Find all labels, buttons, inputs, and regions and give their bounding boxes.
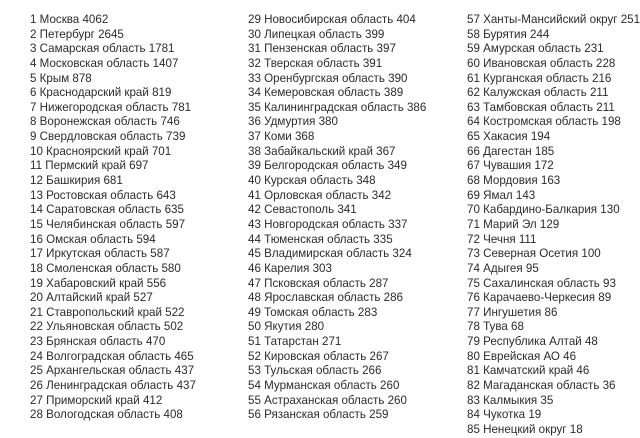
list-item: 16 Омская область 594 [30, 232, 156, 246]
list-item: 12 Башкирия 681 [30, 174, 123, 188]
list-item: 54 Мурманская область 260 [248, 379, 400, 393]
list-item: 32 Тверская область 391 [248, 56, 383, 70]
list-item: 14 Саратовская область 635 [30, 203, 184, 217]
list-item: 31 Пензенская область 397 [248, 42, 396, 56]
list-item: 43 Новгородская область 337 [248, 217, 408, 231]
list-item: 71 Марий Эл 129 [467, 217, 560, 231]
list-item: 4 Московская область 1407 [30, 56, 179, 70]
list-item: 60 Ивановская область 228 [467, 56, 616, 70]
list-item: 6 Краснодарский край 819 [30, 86, 172, 100]
list-item: 1 Москва 4062 [30, 13, 109, 26]
list-item: 10 Красноярский край 701 [30, 144, 172, 158]
list-item: 56 Рязанская область 259 [248, 408, 389, 422]
list-column-3 [467, 13, 639, 438]
list-item: 55 Астраханская область 260 [248, 393, 407, 407]
list-item: 42 Севастополь 341 [248, 203, 357, 217]
list-item: 70 Кабардино-Балкария 130 [467, 203, 620, 217]
list-item: 44 Тюменская область 335 [248, 232, 393, 246]
list-item: 7 Нижегородская область 781 [30, 100, 192, 114]
list-item: 62 Калужская область 211 [467, 86, 609, 100]
list-item: 48 Ярославская область 286 [248, 291, 403, 305]
list-item: 33 Оренбургская область 390 [248, 71, 408, 85]
list-item: 76 Карачаево-Черкесия 89 [467, 291, 612, 305]
list-item: 77 Ингушетия 86 [467, 305, 558, 319]
list-item: 15 Челябинская область 597 [30, 217, 186, 231]
list-item: 47 Псковская область 287 [248, 276, 389, 290]
list-item: 9 Свердловская область 739 [30, 130, 186, 144]
list-item: 58 Бурятия 244 [467, 27, 550, 41]
list-item: 40 Курская область 348 [248, 174, 376, 188]
list-item: 81 Камчатский край 46 [467, 364, 590, 378]
list-item: 50 Якутия 280 [248, 320, 325, 334]
list-item: 24 Волгоградская область 465 [30, 349, 194, 363]
list-item: 26 Ленинградская область 437 [30, 379, 196, 393]
list-item: 59 Амурская область 231 [467, 42, 604, 56]
list-item: 41 Орловская область 342 [248, 188, 392, 202]
list-item: 45 Владимирская область 324 [248, 247, 412, 261]
list-item: 80 Еврейская АО 46 [467, 349, 577, 363]
list-item: 63 Тамбовская область 211 [467, 100, 615, 114]
list-item: 53 Тульская область 266 [248, 364, 382, 378]
list-item: 68 Мордовия 163 [467, 174, 561, 188]
list-item: 38 Забайкальский край 367 [248, 144, 396, 158]
list-item: 85 Ненецкий округ 18 [467, 422, 583, 436]
list-item: 13 Ростовская область 643 [30, 188, 176, 202]
list-item: 18 Смоленская область 580 [30, 261, 181, 275]
list-item: 34 Кемеровская область 389 [248, 86, 404, 100]
list-item: 28 Вологодская область 408 [30, 408, 183, 422]
list-item: 51 Татарстан 271 [248, 335, 342, 349]
list-item: 27 Приморский край 412 [30, 393, 163, 407]
list-item: 8 Воронежская область 746 [30, 115, 180, 129]
list-item: 66 Дагестан 185 [467, 144, 555, 158]
list-item: 39 Белгородская область 349 [248, 159, 407, 173]
list-column-2 [248, 13, 463, 423]
list-item: 74 Адыгея 95 [467, 261, 539, 275]
list-column-1 [30, 13, 240, 423]
list-item: 11 Пермский край 697 [30, 159, 149, 173]
list-item: 82 Магаданская область 36 [467, 379, 616, 393]
list-item: 29 Новосибирская область 404 [248, 13, 416, 26]
list-item: 17 Иркутская область 587 [30, 247, 170, 261]
list-item: 20 Алтайский край 527 [30, 291, 153, 305]
list-item: 36 Удмуртия 380 [248, 115, 338, 129]
list-item: 46 Карелия 303 [248, 261, 332, 275]
list-item: 2 Петербург 2645 [30, 27, 124, 41]
list-item: 52 Кировская область 267 [248, 349, 389, 363]
list-item: 64 Костромская область 198 [467, 115, 621, 129]
list-item: 67 Чувашия 172 [467, 159, 554, 173]
list-item: 78 Тува 68 [467, 320, 524, 334]
list-item: 75 Сахалинская область 93 [467, 276, 616, 290]
list-item: 72 Чечня 111 [467, 232, 537, 246]
list-item: 83 Калмыкия 35 [467, 393, 554, 407]
list-item: 79 Республика Алтай 48 [467, 335, 598, 349]
list-item: 69 Ямал 143 [467, 188, 536, 202]
list-item: 25 Архангельская область 437 [30, 364, 195, 378]
list-item: 30 Липецкая область 399 [248, 27, 385, 41]
list-item: 23 Брянская область 470 [30, 335, 166, 349]
list-item: 3 Самарская область 1781 [30, 42, 175, 56]
list-item: 37 Коми 368 [248, 130, 315, 144]
list-item: 84 Чукотка 19 [467, 408, 542, 422]
list-item: 5 Крым 878 [30, 71, 92, 85]
list-item: 73 Северная Осетия 100 [467, 247, 601, 261]
list-item: 65 Хакасия 194 [467, 130, 551, 144]
list-item: 35 Калининградская область 386 [248, 100, 427, 114]
list-item: 49 Томская область 283 [248, 305, 378, 319]
list-item: 57 Ханты-Мансийский округ 251 [467, 13, 640, 26]
list-item: 61 Курганская область 216 [467, 71, 612, 85]
list-item: 19 Хабаровский край 556 [30, 276, 167, 290]
list-item: 22 Ульяновская область 502 [30, 320, 184, 334]
list-item: 21 Ставропольский край 522 [30, 305, 185, 319]
